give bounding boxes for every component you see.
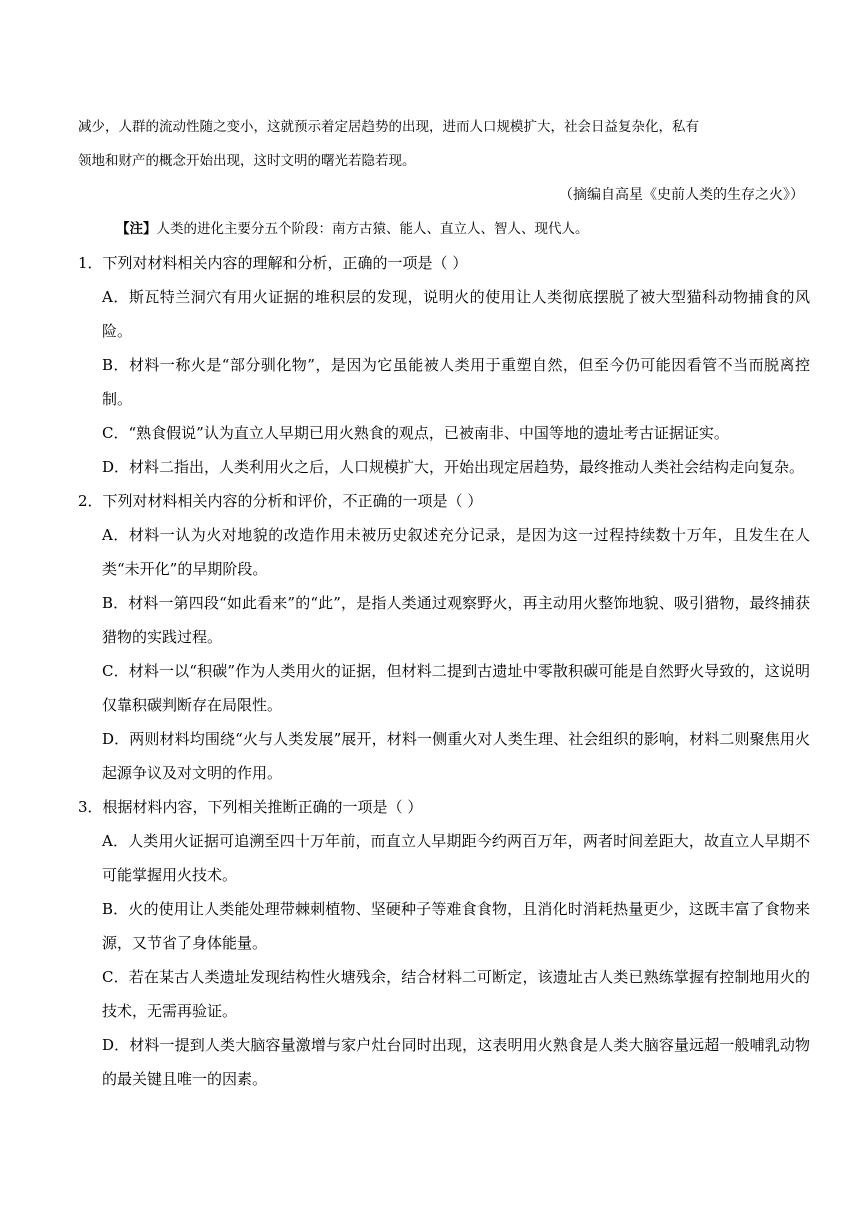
question-1 — [78, 246, 810, 484]
option-a: A．斯瓦特兰洞穴有用火证据的堆积层的发现，说明火的使用让人类彻底摆脱了被大型猫科动物捕食的风险。 — [102, 288, 810, 340]
option-c: C．“熟食假说”认为直立人早期已用火熟食的观点，已被南非、中国等地的遗址考古证据证实。 — [102, 424, 729, 442]
option-d: D．材料二指出，人类利用火之后，人口规模扩大，开始出现定居趋势，最终推动人类社会结构走向复杂。 — [102, 458, 805, 476]
question-3 — [78, 790, 810, 1096]
annotation-note — [78, 212, 810, 246]
option-d: D．两则材料均围绕“火与人类发展”展开，材料一侧重火对人类生理、社会组织的影响，材料二则聚焦用火起源争议及对文明的作用。 — [102, 730, 810, 782]
question-stem: 1．下列对材料相关内容的理解和分析，正确的一项是（ ） — [78, 254, 468, 272]
question-2 — [78, 484, 810, 790]
source-citation: （摘编自高星《史前人类的生存之火》） — [559, 187, 804, 203]
question-stem: 2．下列对材料相关内容的分析和评价，不正确的一项是（ ） — [78, 492, 483, 510]
option-a: A．材料一认为火对地貌的改造作用未被历史叙述充分记录，是因为这一过程持续数十万年，且发生在人类“未开化”的早期阶段。 — [102, 526, 810, 578]
question-stem: 3．根据材料内容，下列相关推断正确的一项是（ ） — [78, 798, 423, 816]
option-b: B．材料一第四段“如此看来”的“此”，是指人类通过观察野火，再主动用火整饰地貌、吸引猎物，最终捕获猎物的实践过程。 — [102, 594, 810, 646]
passage — [78, 110, 810, 246]
option-a: A．人类用火证据可追溯至四十万年前，而直立人早期距今约两百万年，两者时间差距大，故直立人早期不可能掌握用火技术。 — [102, 832, 810, 884]
option-b: B．火的使用让人类能处理带棘刺植物、坚硬种子等难食食物，且消化时消耗热量更少，这既丰富了食物来源，又节省了身体能量。 — [102, 900, 810, 952]
option-b: B．材料一称火是“部分驯化物”，是因为它虽能被人类用于重塑自然，但至今仍可能因看管不当而脱离控制。 — [102, 356, 810, 408]
note-text: 人类的进化主要分五个阶段：南方古猿、能人、直立人、智人、现代人。 — [156, 221, 589, 237]
note-tag: 【注】 — [116, 221, 157, 237]
option-c: C．材料一以“积碳”作为人类用火的证据，但材料二提到古遗址中零散积碳可能是自然野火导致的，这说明仅靠积碳判断存在局限性。 — [102, 662, 810, 714]
option-c: C．若在某古人类遗址发现结构性火塘残余，结合材料二可断定，该遗址古人类已熟练掌握有控制地用火的技术，无需再验证。 — [102, 968, 810, 1020]
passage-line: 领地和财产的概念开始出现，这时文明的曙光若隐若现。 — [78, 153, 416, 169]
passage-line: 减少，人群的流动性随之变小，这就预示着定居趋势的出现，进而人口规模扩大，社会日益复杂化，私有 — [78, 119, 699, 135]
option-d: D．材料一提到人类大脑容量激增与家户灶台同时出现，这表明用火熟食是人类大脑容量远超一般哺乳动物的最关键且唯一的因素。 — [102, 1036, 810, 1088]
